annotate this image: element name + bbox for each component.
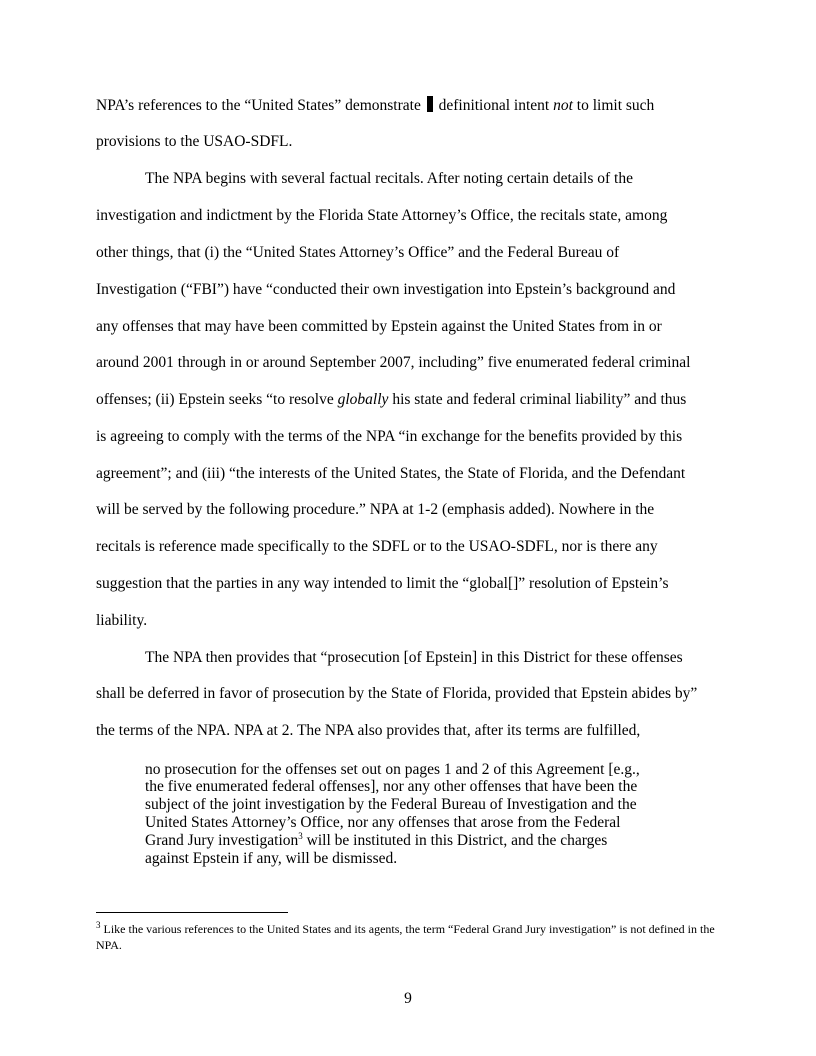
body-line-7: any offenses that may have been committed by Epstein against the United States from in or xyxy=(96,318,662,335)
body-line-6: Investigation (“FBI”) have “conducted their own investigation into Epstein’s background and xyxy=(96,281,676,298)
emphasis-globally: globally xyxy=(337,391,389,408)
body-line-12: will be served by the following procedure.” NPA at 1-2 (emphasis added). Nowhere in the xyxy=(96,501,655,518)
body-line-8: around 2001 through in or around September 2007, including” five enumerated federal criminal xyxy=(96,354,691,371)
text-run: offenses; (ii) Epstein seeks “to resolve xyxy=(96,391,334,408)
body-line-9 xyxy=(96,391,686,409)
emphasis-not: not xyxy=(553,97,573,114)
body-line-11: agreement”; and (iii) “the interests of the United States, the State of Florida, and the Defendant xyxy=(96,465,686,482)
body-line-14: suggestion that the parties in any way intended to limit the “global[]” resolution of Epstein’s xyxy=(96,575,669,592)
body-line-1 xyxy=(96,96,654,115)
page-number: 9 xyxy=(404,990,412,1007)
footnote-divider xyxy=(96,912,288,913)
body-line-5: other things, that (i) the “United States Attorney’s Office” and the Federal Bureau of xyxy=(96,244,620,261)
footnote-marker: 3 xyxy=(96,920,101,930)
block-quote-line-3: subject of the joint investigation by the Federal Bureau of Investigation and the xyxy=(145,796,637,813)
text-run: Grand Jury investigation xyxy=(145,832,299,849)
footnote-reference: 3 xyxy=(298,830,303,841)
text-run: definitional intent xyxy=(438,97,550,114)
block-quote-line-6: against Epstein if any, will be dismissed. xyxy=(145,850,398,867)
block-quote-line-2: the five enumerated federal offenses], nor any other offenses that have been the xyxy=(145,778,638,795)
text-run: his state and federal criminal liability” and thus xyxy=(392,391,687,408)
footnote xyxy=(96,921,726,953)
body-line-3: The NPA begins with several factual recitals. After noting certain details of the xyxy=(145,170,633,187)
text-run: NPA’s references to the “United States” demonstrate xyxy=(96,97,421,114)
body-line-15: liability. xyxy=(96,612,148,629)
body-line-10: is agreeing to comply with the terms of the NPA “in exchange for the benefits provided by this xyxy=(96,428,683,445)
body-line-18: the terms of the NPA. NPA at 2. The NPA also provides that, after its terms are fulfilled, xyxy=(96,722,641,739)
block-quote-line-1: no prosecution for the offenses set out on pages 1 and 2 of this Agreement [e.g., xyxy=(145,761,640,778)
text-run: to limit such xyxy=(576,97,655,114)
body-line-13: recitals is reference made specifically to the SDFL or to the USAO-SDFL, nor is there any xyxy=(96,538,658,555)
footnote-text: Like the various references to the United States and its agents, the term “Federal Grand Jury investigation” is not defined in the NPA. xyxy=(96,922,715,952)
body-line-16: The NPA then provides that “prosecution [of Epstein] in this District for these offenses xyxy=(145,649,683,666)
text-run: will be instituted in this District, and the charges xyxy=(306,832,608,849)
block-quote-line-5 xyxy=(145,832,607,850)
redaction-mark xyxy=(427,96,433,112)
body-line-2: provisions to the USAO-SDFL. xyxy=(96,133,293,150)
body-line-4: investigation and indictment by the Florida State Attorney’s Office, the recitals state, among xyxy=(96,207,668,224)
body-line-17: shall be deferred in favor of prosecution by the State of Florida, provided that Epstein abides by” xyxy=(96,685,698,702)
block-quote-line-4: United States Attorney’s Office, nor any offenses that arose from the Federal xyxy=(145,814,621,831)
